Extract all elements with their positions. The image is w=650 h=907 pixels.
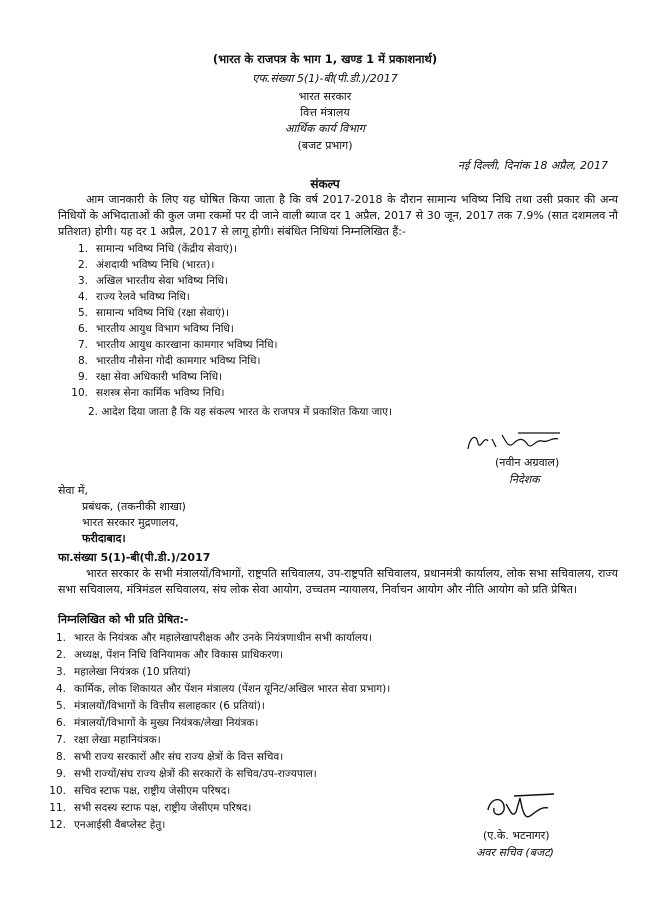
list-item: 1. सामान्य भविष्य निधि (केंद्रीय सेवाएं)। xyxy=(77,243,237,255)
list-item: 6. मंत्रालयों/विभागों के मुख्य नियंत्रक/लेखा नियंत्रक। xyxy=(55,717,259,729)
signature-bhatnagar xyxy=(484,790,564,826)
intro-paragraph: आम जानकारी के लिए यह घोषित किया जाता है कि वर्ष 2017-2018 के दौरान सामान्य भविष्य निधि तथा उसी प्रकार की अन्य निधियों के अभिदाताओं की कुल जमा रकमों पर दी जाने वाली ब्याज दर 1 अप्रैल, 2017 से 30 जून, 2017 तक 7.9% (सात दशमलव नौ प्रतिशत) होगी। यह दर 1 अप्रैल, 2017 से लागू होगी। संबंधित निधियां निम्नलिखित हैं:- xyxy=(58,193,618,238)
list-item: 12. एनआईसी वैबप्लेस्ट हेतु। xyxy=(49,819,166,831)
address-line2: भारत सरकार मुद्रणालय, xyxy=(82,516,179,529)
list-item: 5. सामान्य भविष्य निधि (रक्षा सेवाएं)। xyxy=(77,307,230,319)
list-item: 7. रक्षा लेखा महानियंत्रक। xyxy=(55,734,161,746)
list-item: 8. सभी राज्य सरकारों और संघ राज्य क्षेत्रों के वित्त सचिव। xyxy=(55,751,284,763)
signatory2-designation: अवर सचिव (बजट) xyxy=(476,846,554,859)
address-to: सेवा में, xyxy=(58,484,88,497)
list-item: 7. भारतीय आयुध कारखाना कामगार भविष्य निधि। xyxy=(77,339,278,351)
order-paragraph: 2. आदेश दिया जाता है कि यह संकल्प भारत के राजपत्र में प्रकाशित किया जाए। xyxy=(88,406,392,418)
ministry-name: वित्त मंत्रालय xyxy=(300,106,350,119)
date-line: नई दिल्ली, दिनांक 18 अप्रैल, 2017 xyxy=(457,159,608,172)
file-number: एफ.संख्या 5(1)-बी(पी.डी.)/2017 xyxy=(252,72,398,85)
signatory1-designation: निदेशक xyxy=(509,473,540,486)
list-item: 10. सचिव स्टाफ पक्ष, राष्ट्रीय जेसीएम परिषद। xyxy=(49,785,231,797)
division-name: (बजट प्रभाग) xyxy=(297,139,353,152)
list-item: 6. भारतीय आयुध विभाग भविष्य निधि। xyxy=(77,323,234,335)
address-line3: फरीदाबाद। xyxy=(82,532,126,545)
list-item: 2. अध्यक्ष, पेंशन निधि विनियामक और विकास प्राधिकरण। xyxy=(55,649,284,661)
file-number-2: फा.संख्या 5(1)-बी(पी.डी.)/2017 xyxy=(58,551,211,564)
address-line1: प्रबंधक, (तकनीकी शाखा) xyxy=(82,500,186,513)
list-item: 10. सशस्त्र सेना कार्मिक भविष्य निधि। xyxy=(71,387,225,399)
list-item: 11. सभी सदस्य स्टाफ पक्ष, राष्ट्रीय जेसीएम परिषद। xyxy=(49,802,252,814)
signatory1-name: (नवीन अग्रवाल) xyxy=(495,456,560,469)
gazette-note: (भारत के राजपत्र के भाग 1, खण्ड 1 में प्रकाशनार्थ) xyxy=(212,52,438,66)
government-name: भारत सरकार xyxy=(298,90,352,103)
list-item: 9. सभी राज्यों/संघ राज्य क्षेत्रों की सरकारों के सचिव/उप-राज्यपाल। xyxy=(55,768,317,780)
signature-naveen xyxy=(462,427,582,457)
list-item: 2. अंशदायी भविष्य निधि (भारत)। xyxy=(77,259,215,271)
list-item: 3. महालेखा नियंत्रक (10 प्रतियां) xyxy=(55,666,191,678)
forward-paragraph: भारत सरकार के सभी मंत्रालयों/विभागों, राष्ट्रपति सचिवालय, उप-राष्ट्रपति सचिवालय, प्रधानमंत्री कार्यालय, लोक सभा सचिवालय, राज्य सभा सचिवालय, मंत्रिमंडल सचिवालय, संघ लोक सेवा आयोग, उच्चतम न्यायालय, निर्वाचन आयोग और नीति आयोग को प्रति प्रेषित। xyxy=(58,567,618,596)
document-title: संकल्प xyxy=(310,177,340,191)
list-item: 1. भारत के नियंत्रक और महालेखापरीक्षक और उनके नियंत्रणाधीन सभी कार्यालय। xyxy=(55,632,372,644)
list-item: 5. मंत्रालयों/विभागों के वित्तीय सलाहकार (6 प्रतियां)। xyxy=(55,700,265,712)
copy-heading: निम्नलिखित को भी प्रति प्रेषित:- xyxy=(58,613,189,626)
list-item: 9. रक्षा सेवा अधिकारी भविष्य निधि। xyxy=(77,371,223,383)
department-name: आर्थिक कार्य विभाग xyxy=(285,122,365,135)
signatory2-name: (ए.के. भटनागर) xyxy=(483,829,550,842)
list-item: 4. राज्य रेलवे भविष्य निधि। xyxy=(77,291,190,303)
list-item: 4. कार्मिक, लोक शिकायत और पेंशन मंत्रालय (पेंशन यूनिट/अखिल भारत सेवा प्रभाग)। xyxy=(55,683,391,695)
list-item: 3. अखिल भारतीय सेवा भविष्य निधि। xyxy=(77,275,229,287)
list-item: 8. भारतीय नौसेना गोदी कामगार भविष्य निधि। xyxy=(77,355,261,367)
